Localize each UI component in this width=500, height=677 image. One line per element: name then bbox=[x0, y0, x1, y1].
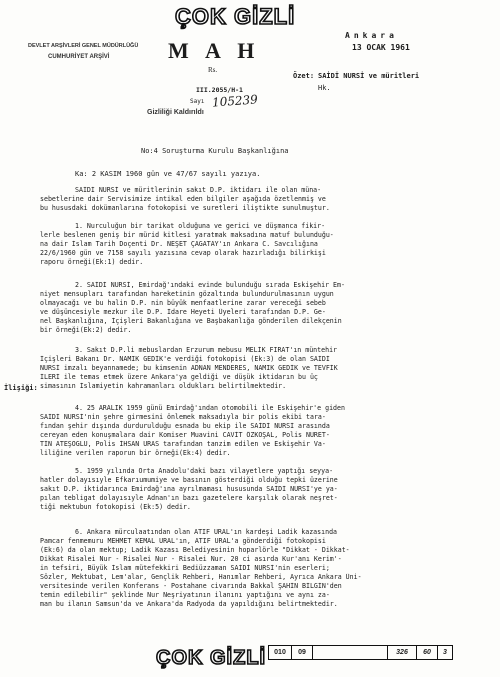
item-line: man bu ilanın Samsun'da ve Ankara'da Radyoda da yapıldığını belirtmektedir. bbox=[40, 600, 338, 609]
item-2-paragraph bbox=[40, 281, 470, 335]
item-line: TİN ATEŞOĞLU, Polis İHSAN URAS tarafından tanzim edilen ve Eskişehir Va- bbox=[40, 440, 326, 449]
archive-box bbox=[313, 645, 388, 660]
archive-box: 60 bbox=[417, 645, 438, 660]
item-line: Dikkat Risalei Nur - Risalei Nur - Risalei Nur. 20 ci asırda Kur'anı Kerim'- bbox=[40, 555, 342, 564]
intro-line: bu hususdaki dokümanlarına fotokopisi ve suretleri iliştikte sunulmuştur. bbox=[40, 204, 330, 213]
item-line: cereyan eden konuşmalara dair Komiser Muavini CAVİT ÖZKOŞAL, Polis NURET- bbox=[40, 431, 330, 440]
item-line: pılan tebligat dolayısıyle Adnan'ın bazı gazetelere karşılık olarak neşret- bbox=[40, 494, 338, 503]
summary-text-line2: Hk. bbox=[318, 84, 331, 92]
item-line: 6. Ankara mürculaatından olan ATIF URAL'ın kardeşi Ladik kazasında bbox=[75, 528, 338, 536]
item-line: nel Başkanlığına, İçişleri Bakanlığına ve Başbakanlığa gönderilen dilekçenin bbox=[40, 317, 342, 326]
intro-paragraph bbox=[40, 186, 470, 213]
reference-line: Ka: 2 KASIM 1960 gün ve 47/67 sayılı yazıya. bbox=[75, 170, 261, 178]
item-line: Pamcar fenmemuru MEHMET KEMAL URAL'ın, ATIF URAL'a gönderdiği fotokopisi bbox=[40, 537, 326, 546]
declassified-stamp: Gizliliği Kaldırıldı bbox=[147, 109, 204, 116]
item-line: SAİDİ NURSİ'nin şehre girmesini önlemek maksadıyla bir polis ekibi tara- bbox=[40, 413, 326, 422]
mahrem-suffix: Rs. bbox=[208, 66, 218, 74]
archive-header-line1: DEVLET ARŞİVLERİ GENEL MÜDÜRLÜĞÜ bbox=[28, 43, 139, 49]
item-line: in tefsiri, Büyük İslam mütefekkiri Bediüzzaman SAİDİ NURSİ'nin eserleri; bbox=[40, 564, 330, 573]
intro-line: sebetlerine dair Servisimize intikal eden bilgiler aşağıda özetlenmiş ve bbox=[40, 195, 326, 204]
sayi-handwritten-number: 105239 bbox=[211, 92, 259, 110]
item-line: hatler dolayısıyle Efkarıumumiye ve basının gösterdiği olduğu tepki üzerine bbox=[40, 476, 338, 485]
item-5-paragraph bbox=[40, 467, 470, 512]
summary-label: Özet: bbox=[293, 72, 315, 80]
archive-box: 09 bbox=[292, 645, 313, 660]
item-line: sakıt D.P. iktidarınca Emirdağ'ına ayrılmaması hususunda SAİDİ NURSİ'ye ya- bbox=[40, 485, 338, 494]
item-line: Sözler, Mektubat, Lem'alar, Gençlik Rehberi, Hanımlar Rehberi, Ayrıca Ankara Üni- bbox=[40, 573, 362, 582]
item-line: temin edilebilir" şeklinde Nur Neşriyatının ilanını yaptığını ve aynı za- bbox=[40, 591, 330, 600]
item-line: İLERİ ile temas etmek üzere Ankara'ya geldiği ve düşük iktidarın bu üç bbox=[40, 373, 318, 382]
item-line: tiği mektubun fotokopisi (Ek:5) dedir. bbox=[40, 503, 191, 512]
place-name: Ankara bbox=[345, 31, 398, 40]
item-line: liliğine verilen raporun bir örneği(Ek:4) dedir. bbox=[40, 449, 231, 458]
intro-line: SAİDİ NURSİ ve müritlerinin sakıt D.P. iktidarı ile olan müna- bbox=[75, 186, 322, 194]
item-line: bir örneği(Ek:2) dedir. bbox=[40, 326, 132, 335]
item-line: lerle beslenen geniş bir mürid kitlesi yaratmak maksadına matuf bulunduğu- bbox=[40, 231, 334, 240]
attachments-margin-note: İlişiği: bbox=[4, 384, 38, 392]
item-3-paragraph bbox=[40, 346, 470, 391]
item-line: olmayacağı ve bu halin D.P. nin büyük menfaatlerine zarar vereceği sebeb bbox=[40, 299, 326, 308]
top-classification-stamp: ÇOK GİZLİ bbox=[175, 4, 296, 29]
item-line: 3. Sakıt D.P.li mebuslardan Erzurum mebusu MELİK FIRAT'ın müntehir bbox=[75, 346, 338, 354]
bottom-classification-stamp: ÇOK GİZLİ bbox=[156, 647, 267, 669]
item-line: 1. Nurculuğun bir tarikat olduğuna ve gerici ve düşmanca fikir- bbox=[75, 222, 326, 230]
summary-text-line1: SAİDİ NURSİ ve müritleri bbox=[318, 72, 420, 80]
recipient-line: No:4 Soruşturma Kurulu Başkanlığına bbox=[141, 147, 289, 155]
date-stamp: 13 OCAK 1961 bbox=[352, 43, 410, 52]
item-line: versitesinde verilen Konferans - Postahane civarında Bakkal ŞAHİN BİLGİN'den bbox=[40, 582, 342, 591]
archive-reference-boxes bbox=[268, 645, 453, 660]
sayi-label: Sayı bbox=[190, 98, 205, 105]
item-line: simasının İslamiyetin kahramanları oldukları belirtilmektedir. bbox=[40, 382, 287, 391]
archive-box: 326 bbox=[388, 645, 417, 660]
item-line: fından şehir dışında durdurulduğu esnada bu ekip ile SAİDİ NURSİ arasında bbox=[40, 422, 330, 431]
item-line: niyet mensupları tarafından hareketinin gözaltında bulundurulmasının uygun bbox=[40, 290, 334, 299]
item-line: 4. 25 ARALIK 1959 günü Emirdağ'ından otomobili ile Eskişehir'e giden bbox=[75, 404, 345, 412]
item-line: 22/6/1960 gün ve 7158 sayılı yazısına cevap olarak hazırladığı bilirkişi bbox=[40, 249, 326, 258]
item-line: (Ek:6) da olan mektup; Ladik Kazası Belediyesinin hoparlörle "Dikkat - Dikkat- bbox=[40, 546, 350, 555]
mahrem-heading: M A H bbox=[168, 38, 261, 63]
item-line: raporu örneği(Ek:1) dedir. bbox=[40, 258, 144, 267]
item-6-paragraph bbox=[40, 528, 470, 609]
archive-header-line2: CUMHURİYET ARŞİVİ bbox=[48, 54, 110, 60]
item-line: 5. 1959 yılında Orta Anadolu'daki bazı vilayetlere yaptığı seyya- bbox=[75, 467, 334, 475]
item-1-paragraph bbox=[40, 222, 470, 267]
item-4-paragraph bbox=[40, 404, 470, 458]
item-line: na dair İslam Tarih Doçenti Dr. NEŞET ÇAĞATAY'ın Ankara C. Savcılığına bbox=[40, 240, 318, 249]
item-line: NURSİ imzalı beyannamede; bu kimsenin ADNAN MENDERES, NAMIK GEDİK ve TEVFİK bbox=[40, 364, 338, 373]
item-line: İçişleri Bakanı Dr. NAMIK GEDİK'e verdiği fotokopisi (Ek:3) de olan SAİDİ bbox=[40, 355, 330, 364]
archive-box: 010 bbox=[268, 645, 292, 660]
item-line: 2. SAİDİ NURSİ, Emirdağ'ındaki evinde bulunduğu sırada Eskişehir Em- bbox=[75, 281, 345, 289]
sayi-code: III.2055/H-1 bbox=[196, 86, 243, 94]
item-line: ve düşüncesiyle mezkur ile D.P. İdare Heyeti Üyeleri tarafından D.P. Ge- bbox=[40, 308, 326, 317]
archive-box: 3 bbox=[438, 645, 453, 660]
